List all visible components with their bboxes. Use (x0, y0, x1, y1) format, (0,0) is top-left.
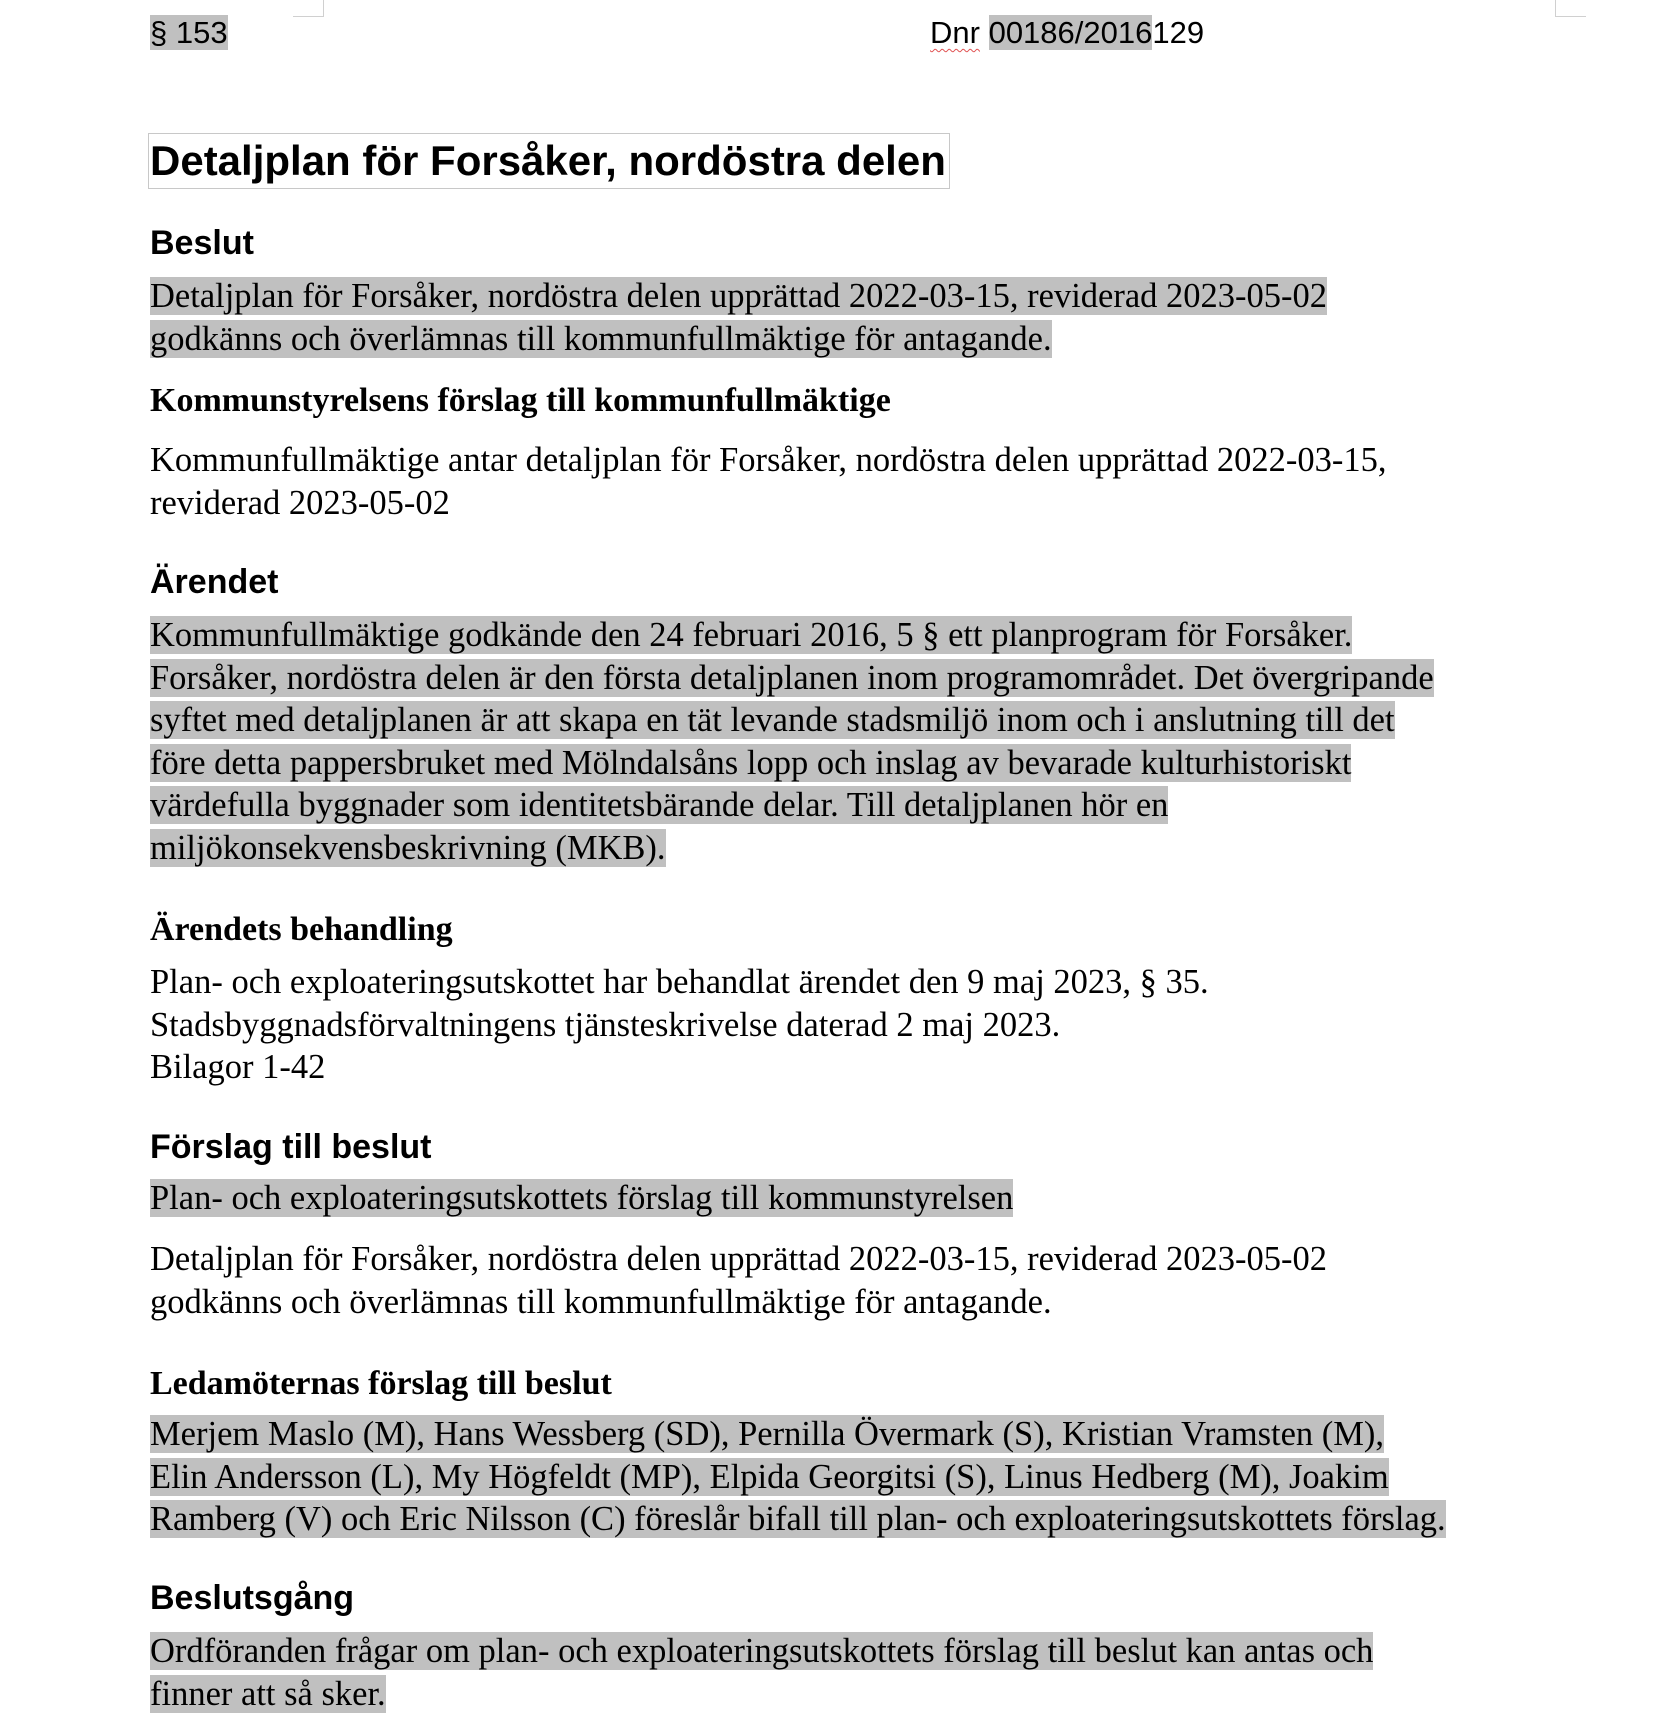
heading-forslag: Förslag till beslut (150, 1128, 432, 1166)
text-line: värdefulla byggnader som identitetsbärande delar. Till detaljplanen hör en (150, 786, 1169, 824)
text-line: Kommunfullmäktige godkände den 24 februari 2016, 5 § ett planprogram för Forsåker. (150, 616, 1353, 654)
ledamoter-text (150, 1413, 1446, 1541)
text-line: Plan- och exploateringsutskottet har behandlat ärendet den 9 maj 2023, § 35. (150, 963, 1209, 1001)
text-line: före detta pappersbruket med Mölndalsåns lopp och inslag av bevarade kulturhistoriskt (150, 743, 1352, 782)
heading-beslut: Beslut (150, 224, 254, 262)
beslutsgang-text (150, 1630, 1373, 1715)
dnr-label: Dnr (930, 15, 980, 50)
text-line: finner att så sker. (150, 1674, 386, 1713)
heading-ks-forslag: Kommunstyrelsens förslag till kommunfullmäktige (150, 382, 891, 419)
forslag-text (150, 1238, 1327, 1323)
section-label: § 153 (150, 15, 228, 50)
heading-beslutsgang: Beslutsgång (150, 1579, 355, 1617)
text-line: godkänns och överlämnas till kommunfullmäktige för antagande. (150, 1282, 1052, 1321)
dnr-number: 00186/2016 (988, 15, 1153, 50)
heading-ledamoter: Ledamöternas förslag till beslut (150, 1365, 612, 1402)
arendet-text (150, 614, 1434, 869)
dnr-reference (930, 14, 1204, 52)
beslut-text (150, 275, 1327, 360)
text-line: Detaljplan för Forsåker, nordöstra delen upprättad 2022-03-15, reviderad 2023-05-02 (150, 277, 1328, 315)
text-line: reviderad 2023-05-02 (150, 483, 450, 522)
text-line: Ramberg (V) och Eric Nilsson (C) föreslår bifall till plan- och exploateringsutskottets förslag. (150, 1500, 1446, 1538)
heading-arendet: Ärendet (150, 563, 279, 601)
ks-forslag-text (150, 439, 1386, 524)
heading-behandling: Ärendets behandling (150, 911, 453, 948)
text-line: Plan- och exploateringsutskottets förslag till kommunstyrelsen (150, 1179, 1014, 1217)
text-line: Kommunfullmäktige antar detaljplan för Forsåker, nordöstra delen upprättad 2022-03-15, (150, 441, 1387, 479)
document-title: Detaljplan för Forsåker, nordöstra delen (148, 133, 950, 189)
dnr-suffix: 129 (1152, 15, 1205, 50)
section-number (150, 14, 228, 52)
page-corner-mark-left (293, 0, 324, 17)
text-line: syftet med detaljplanen är att skapa en tät levande stadsmiljö inom och i anslutning till det (150, 701, 1395, 739)
text-line: Stadsbyggnadsförvaltningens tjänsteskrivelse daterad 2 maj 2023. (150, 1005, 1061, 1044)
text-line: Elin Andersson (L), My Högfeldt (MP), Elpida Georgitsi (S), Linus Hedberg (M), Joakim (150, 1457, 1389, 1496)
behandling-text (150, 961, 1209, 1089)
text-line: Bilagor 1-42 (150, 1048, 326, 1086)
forslag-subheading (150, 1177, 1013, 1220)
page-corner-mark-right (1555, 0, 1586, 17)
text-line: Detaljplan för Forsåker, nordöstra delen upprättad 2022-03-15, reviderad 2023-05-02 (150, 1240, 1328, 1278)
text-line: Merjem Maslo (M), Hans Wessberg (SD), Pernilla Övermark (S), Kristian Vramsten (M), (150, 1415, 1385, 1453)
text-line: miljökonsekvensbeskrivning (MKB). (150, 828, 666, 867)
text-line: Ordföranden frågar om plan- och exploateringsutskottets förslag till beslut kan antas och (150, 1632, 1374, 1670)
text-line: Forsåker, nordöstra delen är den första detaljplanen inom programområdet. Det övergripande (150, 658, 1434, 697)
text-line: godkänns och överlämnas till kommunfullmäktige för antagande. (150, 319, 1052, 358)
